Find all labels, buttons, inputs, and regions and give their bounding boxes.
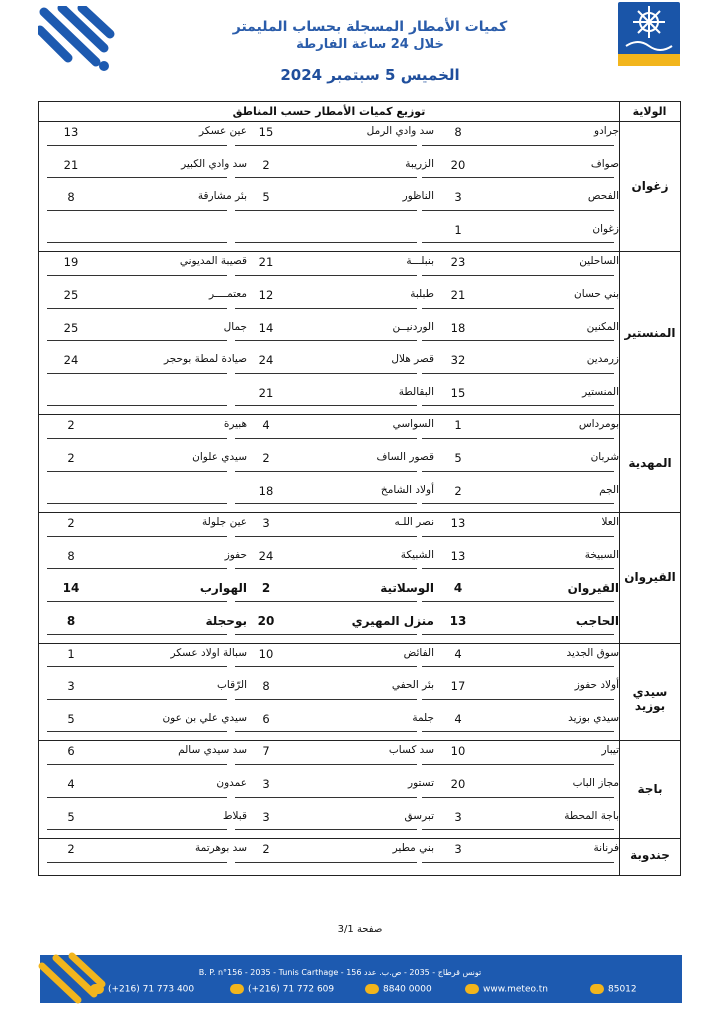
meteo-logo-band bbox=[618, 54, 680, 66]
cell-underline bbox=[47, 242, 227, 243]
station-name: قصر هلال bbox=[391, 353, 434, 366]
cell-underline bbox=[235, 536, 417, 537]
station-name: الوردنيــن bbox=[392, 320, 434, 333]
cell-underline bbox=[235, 438, 417, 439]
footer-contacts bbox=[90, 984, 680, 996]
cell-underline bbox=[422, 634, 614, 635]
cell-underline bbox=[47, 275, 227, 276]
governorate-column-divider bbox=[619, 102, 620, 875]
station-name: قبلاط bbox=[222, 809, 247, 822]
cell-underline bbox=[47, 438, 227, 439]
rain-amount: 8 bbox=[454, 125, 462, 139]
rain-amount: 3 bbox=[454, 809, 462, 824]
cell-underline bbox=[422, 373, 614, 374]
rain-amount: 20 bbox=[450, 777, 466, 791]
cell-underline bbox=[47, 536, 227, 537]
rain-amount: 13 bbox=[450, 516, 466, 531]
cell-underline bbox=[235, 764, 417, 765]
rain-amount: 17 bbox=[450, 679, 466, 694]
rain-amount: 32 bbox=[450, 353, 466, 368]
group-separator bbox=[39, 740, 680, 741]
report-date: الخميس 5 سبتمبر 2024 bbox=[280, 66, 460, 84]
cell-underline bbox=[422, 829, 614, 830]
station-name: الزريبة bbox=[405, 157, 434, 170]
station-name: الهوارب bbox=[199, 581, 247, 596]
rain-amount: 10 bbox=[258, 646, 274, 661]
stripe-logo-icon bbox=[38, 6, 118, 76]
rain-amount: 8 bbox=[262, 679, 270, 694]
station-name: عين جلولة bbox=[202, 516, 247, 529]
station-name: سوق الجديد bbox=[566, 646, 619, 659]
station-name: زغوان bbox=[592, 222, 619, 235]
cell-underline bbox=[47, 699, 227, 700]
header-distribution: توزيع كميات الأمطار حسب المناطق bbox=[232, 105, 426, 118]
rain-amount: 10 bbox=[450, 744, 466, 759]
station-name: سبالة اولاد عسكر bbox=[170, 646, 247, 659]
cell-underline bbox=[47, 145, 227, 146]
rain-amount: 2 bbox=[262, 842, 270, 857]
footer-website[interactable]: www.meteo.tn bbox=[465, 984, 548, 996]
rain-amount: 3 bbox=[262, 777, 270, 791]
cell-underline bbox=[47, 601, 227, 602]
cell-underline bbox=[47, 666, 227, 667]
group-separator bbox=[39, 838, 680, 839]
rain-amount: 13 bbox=[449, 614, 467, 628]
station-name: بنبلـــة bbox=[406, 255, 434, 268]
cell-underline bbox=[47, 568, 227, 569]
station-name: منزل المهيري bbox=[351, 614, 434, 628]
footer-green-number: 8840 0000 bbox=[365, 984, 432, 996]
cell-underline bbox=[235, 568, 417, 569]
cell-underline bbox=[422, 601, 614, 602]
station-name: الساحلين bbox=[579, 255, 619, 268]
fax-icon bbox=[230, 984, 244, 994]
green-number-icon bbox=[365, 984, 379, 994]
page-number: صفحة 3/1 bbox=[337, 924, 383, 935]
rain-amount: 6 bbox=[262, 711, 270, 726]
cell-underline bbox=[235, 471, 417, 472]
cell-underline bbox=[47, 731, 227, 732]
cell-underline bbox=[47, 405, 227, 406]
station-name: معتمــــر bbox=[208, 288, 247, 300]
cell-underline bbox=[422, 764, 614, 765]
rain-amount: 24 bbox=[258, 548, 274, 563]
group-separator bbox=[39, 414, 680, 415]
phone-icon bbox=[90, 984, 104, 994]
cell-underline bbox=[47, 764, 227, 765]
cell-underline bbox=[422, 177, 614, 178]
rain-amount: 14 bbox=[258, 320, 274, 335]
cell-underline bbox=[235, 601, 417, 602]
rain-amount: 2 bbox=[261, 581, 271, 596]
cell-underline bbox=[47, 308, 227, 309]
rain-amount: 2 bbox=[67, 451, 75, 465]
header-governorate: الولاية bbox=[632, 105, 667, 118]
rain-amount: 2 bbox=[67, 418, 75, 433]
cell-underline bbox=[422, 242, 614, 243]
rain-amount: 20 bbox=[257, 614, 275, 628]
cell-underline bbox=[235, 634, 417, 635]
cell-underline bbox=[235, 797, 417, 798]
report-title bbox=[150, 18, 590, 54]
station-name: جمال bbox=[223, 320, 247, 333]
station-name: صواف bbox=[590, 157, 619, 170]
rain-amount: 2 bbox=[262, 451, 270, 465]
rain-amount: 3 bbox=[67, 679, 75, 694]
station-name: بني مطير bbox=[392, 842, 434, 855]
group-separator bbox=[39, 643, 680, 644]
station-name: قصور الساف bbox=[376, 451, 434, 463]
rain-amount: 2 bbox=[262, 157, 270, 172]
cell-underline bbox=[422, 699, 614, 700]
station-name: زرمدين bbox=[586, 353, 619, 366]
cell-underline bbox=[422, 797, 614, 798]
cell-underline bbox=[47, 503, 227, 504]
rain-amount: 4 bbox=[453, 581, 463, 596]
footer-phone-1: (+216) 71 773 400 bbox=[90, 984, 194, 996]
rain-amount: 24 bbox=[63, 353, 79, 368]
rain-amount: 3 bbox=[262, 809, 270, 824]
station-name: الجم bbox=[599, 483, 619, 496]
station-name: حفوز bbox=[224, 548, 247, 561]
rain-amount: 21 bbox=[63, 157, 79, 172]
station-name: بئر الحفي bbox=[391, 679, 434, 692]
cell-underline bbox=[422, 666, 614, 667]
group-separator bbox=[39, 512, 680, 513]
rain-amount: 4 bbox=[262, 418, 270, 433]
rain-amount: 5 bbox=[262, 190, 270, 205]
cell-underline bbox=[235, 210, 417, 211]
cell-underline bbox=[235, 731, 417, 732]
rain-amount: 3 bbox=[454, 190, 462, 205]
cell-underline bbox=[422, 210, 614, 211]
station-name: بومرداس bbox=[578, 418, 619, 431]
cell-underline bbox=[422, 145, 614, 146]
rain-amount: 25 bbox=[63, 320, 79, 335]
cell-underline bbox=[422, 862, 614, 863]
rain-amount: 4 bbox=[454, 646, 462, 661]
cell-underline bbox=[47, 634, 227, 635]
cell-underline bbox=[422, 405, 614, 406]
page-header bbox=[0, 0, 720, 96]
station-name: سد بوهرتمة bbox=[195, 842, 247, 855]
station-name: هبيرة bbox=[223, 418, 247, 431]
station-name: عمدون bbox=[216, 777, 247, 789]
cell-underline bbox=[235, 829, 417, 830]
station-name: بئر مشارقة bbox=[197, 190, 247, 203]
cell-underline bbox=[422, 568, 614, 569]
rain-amount: 24 bbox=[258, 353, 274, 368]
rain-amount: 18 bbox=[258, 483, 274, 498]
rain-amount: 13 bbox=[450, 548, 466, 563]
footer-address: B. P. n°156 - 2035 - Tunis Carthage - تونس قرطاج - 2035 - ص.ب. عدد 156 bbox=[198, 968, 482, 977]
governorate-name: القيروان bbox=[624, 570, 676, 585]
rain-amount: 18 bbox=[450, 320, 466, 335]
cell-underline bbox=[235, 666, 417, 667]
station-name: سد سيدي سالم bbox=[178, 744, 247, 757]
station-name: سد وادي الرمل bbox=[366, 125, 434, 137]
station-name: شربان bbox=[590, 451, 619, 463]
rain-amount: 15 bbox=[450, 385, 466, 400]
rain-amount: 5 bbox=[454, 451, 462, 465]
station-name: البقالطة bbox=[398, 385, 434, 398]
cell-underline bbox=[47, 373, 227, 374]
sms-icon bbox=[590, 984, 604, 994]
rain-amount: 2 bbox=[67, 516, 75, 531]
rain-amount: 5 bbox=[67, 809, 75, 824]
footer-stripes-icon bbox=[38, 952, 108, 1004]
station-name: جرادو bbox=[594, 125, 619, 137]
cell-underline bbox=[235, 145, 417, 146]
station-name: المكنين bbox=[586, 320, 619, 333]
cell-underline bbox=[235, 308, 417, 309]
station-name: الحاجب bbox=[575, 614, 619, 628]
station-name: باجة المحطة bbox=[564, 809, 619, 822]
rain-amount: 4 bbox=[454, 711, 462, 726]
rainfall-table bbox=[38, 101, 681, 876]
rain-amount: 5 bbox=[67, 711, 75, 726]
station-name: نصر اللـه bbox=[394, 516, 434, 529]
group-separator bbox=[39, 251, 680, 252]
rain-amount: 6 bbox=[67, 744, 75, 759]
cell-underline bbox=[422, 731, 614, 732]
station-name: بني حسان bbox=[574, 288, 619, 300]
station-name: سيدي علي بن عون bbox=[162, 711, 247, 724]
cell-underline bbox=[235, 862, 417, 863]
cell-underline bbox=[235, 405, 417, 406]
rain-amount: 23 bbox=[450, 255, 466, 270]
station-name: الفائض bbox=[403, 646, 434, 659]
cell-underline bbox=[47, 177, 227, 178]
cell-underline bbox=[235, 699, 417, 700]
station-name: تبرسق bbox=[404, 809, 434, 822]
rain-amount: 1 bbox=[454, 222, 462, 237]
web-icon bbox=[465, 984, 479, 994]
station-name: بوحجلة bbox=[205, 614, 247, 628]
station-name: جلمة bbox=[412, 711, 434, 724]
rain-amount: 8 bbox=[66, 614, 76, 628]
governorate-name: باجة bbox=[637, 782, 663, 797]
station-name: مجاز الباب bbox=[572, 777, 619, 789]
cell-underline bbox=[235, 373, 417, 374]
station-name: أولاد حفوز bbox=[574, 679, 619, 692]
station-name: أولاد الشامخ bbox=[380, 483, 434, 496]
rain-amount: 2 bbox=[67, 842, 75, 857]
rain-amount: 15 bbox=[258, 125, 274, 139]
cell-underline bbox=[422, 340, 614, 341]
rain-amount: 20 bbox=[450, 157, 466, 172]
cell-underline bbox=[47, 829, 227, 830]
cell-underline bbox=[235, 340, 417, 341]
cell-underline bbox=[422, 536, 614, 537]
station-name: طبلبة bbox=[410, 288, 434, 300]
station-name: قصيبة المديوني bbox=[179, 255, 247, 268]
title-line-2: خلال 24 ساعة الفارطة bbox=[296, 37, 444, 52]
cell-underline bbox=[235, 177, 417, 178]
cell-underline bbox=[47, 210, 227, 211]
station-name: الفحص bbox=[587, 190, 619, 203]
cell-underline bbox=[235, 275, 417, 276]
station-name: صيادة لمطة بوحجر bbox=[163, 353, 247, 366]
rain-amount: 14 bbox=[62, 581, 80, 596]
cell-underline bbox=[47, 797, 227, 798]
cell-underline bbox=[422, 471, 614, 472]
rain-amount: 8 bbox=[67, 190, 75, 205]
rain-amount: 21 bbox=[258, 255, 274, 270]
governorate-name: المهدية bbox=[628, 456, 672, 471]
station-name: السواسي bbox=[392, 418, 434, 431]
station-name: الشبيكة bbox=[400, 548, 434, 561]
rain-amount: 13 bbox=[63, 125, 79, 139]
station-name: القيروان bbox=[567, 581, 619, 596]
governorate-name: جندوبة bbox=[630, 847, 670, 862]
station-name: تستور bbox=[408, 777, 434, 789]
rain-amount: 3 bbox=[454, 842, 462, 857]
governorate-name: زغوان bbox=[631, 179, 669, 194]
cell-underline bbox=[235, 503, 417, 504]
rain-amount: 1 bbox=[454, 418, 462, 433]
rain-amount: 3 bbox=[262, 516, 270, 531]
station-name: تيبار bbox=[601, 744, 619, 757]
station-name: سيدي بوزيد bbox=[568, 711, 619, 724]
rain-amount: 8 bbox=[67, 548, 75, 563]
rain-amount: 19 bbox=[63, 255, 79, 270]
station-name: العلا bbox=[601, 516, 619, 529]
cell-underline bbox=[47, 340, 227, 341]
rain-amount: 4 bbox=[67, 777, 75, 791]
table-header-row bbox=[39, 102, 680, 122]
cell-underline bbox=[235, 242, 417, 243]
rain-amount: 21 bbox=[258, 385, 274, 400]
title-line-1: كميات الأمطار المسجلة بحساب المليمتر bbox=[232, 19, 508, 35]
rain-amount: 12 bbox=[258, 288, 274, 302]
governorate-name: سيدي بوزيد bbox=[632, 684, 668, 713]
station-name: سيدي علوان bbox=[192, 451, 247, 463]
footer-code: 85012 bbox=[590, 984, 637, 996]
station-name: السبيخة bbox=[584, 548, 619, 561]
station-name: سد وادي الكبير bbox=[181, 157, 247, 170]
rain-amount: 1 bbox=[67, 646, 75, 661]
rain-amount: 25 bbox=[63, 288, 79, 302]
station-name: عين عسكر bbox=[199, 125, 247, 137]
rain-amount: 21 bbox=[450, 288, 466, 302]
station-name: الناظور bbox=[402, 190, 434, 203]
station-name: فرنانة bbox=[593, 842, 619, 855]
footer-phone-2: (+216) 71 772 609 bbox=[230, 984, 334, 996]
cell-underline bbox=[422, 438, 614, 439]
station-name: الرّقاب bbox=[216, 679, 247, 692]
station-name: سد كساب bbox=[388, 744, 434, 757]
rain-amount: 2 bbox=[454, 483, 462, 498]
cell-underline bbox=[47, 862, 227, 863]
cell-underline bbox=[422, 308, 614, 309]
station-name: الوسلاتية bbox=[380, 581, 434, 596]
governorate-name: المنستير bbox=[624, 325, 676, 340]
station-name: المنستير bbox=[582, 385, 619, 398]
rain-amount: 7 bbox=[262, 744, 270, 759]
cell-underline bbox=[422, 503, 614, 504]
cell-underline bbox=[47, 471, 227, 472]
cell-underline bbox=[422, 275, 614, 276]
